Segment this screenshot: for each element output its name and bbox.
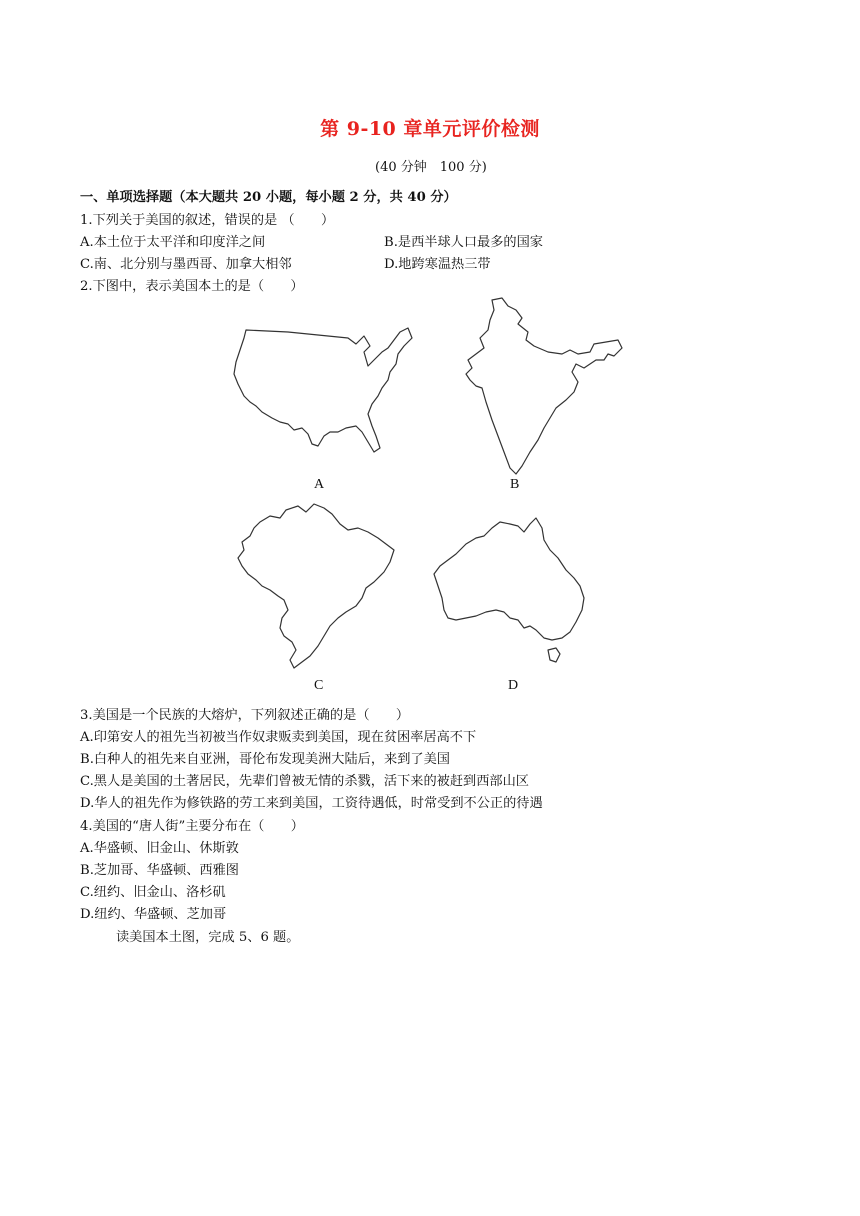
map-label-c: C — [314, 678, 324, 693]
question-4-stem: 4.美国的“唐人街”主要分布在（ ） — [80, 819, 304, 834]
question-3-stem: 3.美国是一个民族的大熔炉，下列叙述正确的是（ ） — [80, 708, 410, 723]
map-brazil-outline — [234, 500, 398, 672]
reading-instruction: 读美国本土图，完成 5、6 题。 — [116, 930, 300, 945]
question-3-option-c: C.黑人是美国的土著居民，先辈们曾被无情的杀戮，活下来的被赶到西部山区 — [80, 774, 529, 789]
exam-duration-score: (40 分钟 100 分) — [375, 160, 487, 175]
question-4-option-b: B.芝加哥、华盛顿、西雅图 — [80, 863, 239, 878]
section-heading: 一、单项选择题（本大题共 20 小题，每小题 2 分，共 40 分） — [80, 190, 457, 205]
question-4-option-a: A.华盛顿、旧金山、休斯敦 — [80, 841, 239, 856]
question-2-stem: 2.下图中，表示美国本土的是（ ） — [80, 279, 304, 294]
question-3-option-b: B.白种人的祖先来自亚洲，哥伦布发现美洲大陆后，来到了美国 — [80, 752, 450, 767]
question-3-option-a: A.印第安人的祖先当初被当作奴隶贩卖到美国，现在贫困率居高不下 — [80, 730, 477, 745]
question-4-option-c: C.纽约、旧金山、洛杉矶 — [80, 885, 226, 900]
map-usa-outline — [228, 322, 418, 456]
question-1-option-b: B.是西半球人口最多的国家 — [384, 235, 543, 250]
question-3-option-d: D.华人的祖先作为修铁路的劳工来到美国，工资待遇低，时常受到不公正的待遇 — [80, 796, 543, 811]
question-1-option-c: C.南、北分别与墨西哥、加拿大相邻 — [80, 257, 292, 272]
question-1-option-a: A.本土位于太平洋和印度洋之间 — [80, 235, 266, 250]
question-4-option-d: D.纽约、华盛顿、芝加哥 — [80, 907, 227, 922]
question-1-stem: 1.下列关于美国的叙述，错误的是 （ ） — [80, 213, 335, 228]
page-title: 第 9-10 章单元评价检测 — [320, 118, 540, 140]
question-1-option-d: D.地跨寒温热三带 — [384, 257, 491, 272]
map-label-a: A — [314, 477, 325, 492]
map-label-b: B — [510, 477, 520, 492]
map-australia-outline — [426, 514, 590, 670]
map-label-d: D — [508, 678, 519, 693]
map-india-outline — [458, 296, 628, 478]
